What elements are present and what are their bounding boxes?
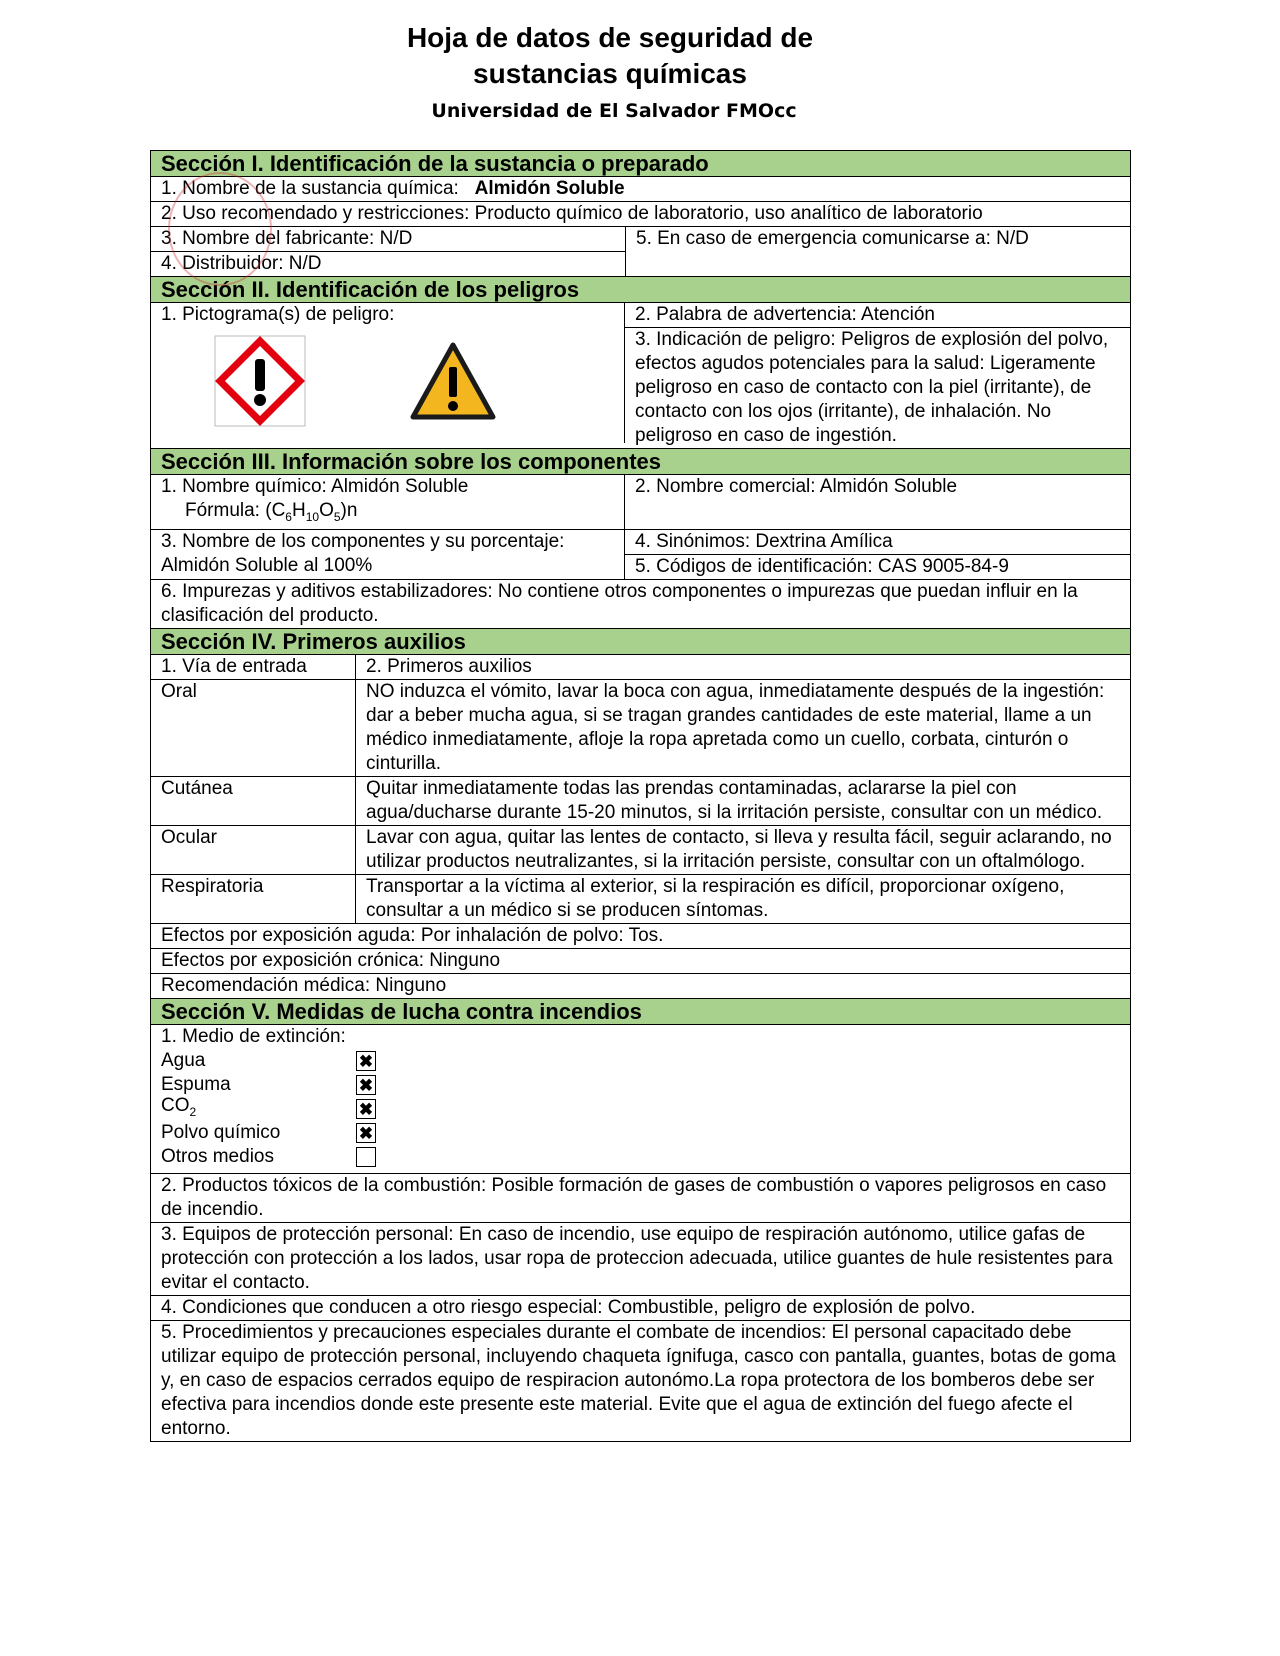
s1-name-row xyxy=(151,176,1130,201)
section-2-header xyxy=(151,276,1130,302)
s3-formula: Fórmula: $(C_6H_{10}O_5)n$ xyxy=(185,500,358,524)
checkbox-empty-icon[interactable] xyxy=(356,1147,376,1167)
s4-medical-row xyxy=(151,973,1130,998)
s3-components-row xyxy=(151,529,1130,579)
document-title xyxy=(0,20,1220,92)
s4-route: Ocular xyxy=(151,826,356,874)
section-2-title: Sección II. Identificación de los peligros xyxy=(151,277,1130,302)
s2-signal-word: 2. Palabra de advertencia: Atención xyxy=(635,304,935,325)
s4-chronic: Efectos por exposición crónica: Ninguno xyxy=(161,949,501,971)
title-line-1: Hoja de datos de seguridad de xyxy=(406,22,814,53)
s5-procedures-row xyxy=(151,1320,1130,1441)
s4-col-route: 1. Vía de entrada xyxy=(151,655,356,679)
s3-impurities-row xyxy=(151,579,1130,628)
s1-name-value: Almidón Soluble xyxy=(474,178,625,199)
s4-row-cutanea xyxy=(151,776,1130,825)
s1-manufacturer-row xyxy=(151,226,1130,276)
s2-pictograms-label: 1. Pictograma(s) de peligro: xyxy=(161,304,395,325)
s4-route: Oral xyxy=(151,680,356,776)
s3-components-label: 3. Nombre de los componentes y su porcentaje: xyxy=(161,530,565,552)
s3-trade-name: 2. Nombre comercial: Almidón Soluble xyxy=(635,476,958,497)
section-1-title: Sección I. Identificación de la sustancia o preparado xyxy=(151,151,1130,176)
s5-special: 4. Condiciones que conducen a otro riesgo especial: Combustible, peligro de explosión de polvo. xyxy=(161,1296,976,1318)
s4-route: Cutánea xyxy=(151,777,356,825)
s3-chem-name: 1. Nombre químico: Almidón Soluble xyxy=(161,476,469,497)
s4-medical: Recomendación médica: Ninguno xyxy=(161,974,447,996)
s1-name-label: 1. Nombre de la sustancia química: xyxy=(161,178,459,199)
section-3-title: Sección III. Información sobre los componentes xyxy=(151,449,1130,474)
s5-media-item: Otros medios xyxy=(161,1145,1120,1169)
s5-media-item: Agua ✖ xyxy=(161,1049,1120,1073)
section-4-header xyxy=(151,628,1130,654)
s5-ppe: 3. Equipos de protección personal: En caso de incendio, use equipo de respiración autónomo, utilice gafas de protección con protección a los lados, usar ropa de proteccion adecuada, utilice guantes de hule resistentes para evitar el contacto. xyxy=(161,1223,1113,1293)
safety-sheet-table xyxy=(150,150,1131,1442)
s4-route: Respiratoria xyxy=(151,875,356,923)
section-5-title: Sección V. Medidas de lucha contra incendios xyxy=(151,999,1130,1024)
s5-media-item: Espuma ✖ xyxy=(161,1073,1120,1097)
s4-aid: Lavar con agua, quitar las lentes de contacto, si lleva y resulta fácil, seguir aclarando, no utilizar productos neutralizantes, si la irritación persiste, consultar con un oftalmólogo. xyxy=(366,826,1112,872)
s5-media-item: $CO_2$ ✖ xyxy=(161,1097,1120,1121)
s4-aid: Quitar inmediatamente todas las prendas contaminadas, aclararse la piel con agua/ducharse durante 15-20 minutos, si la irritación persiste, consultar con un médico. xyxy=(366,777,1103,823)
s1-use-row xyxy=(151,201,1130,226)
checkbox-checked-icon[interactable]: ✖ xyxy=(356,1099,376,1119)
s5-media-item: Polvo químico ✖ xyxy=(161,1121,1120,1145)
s2-hazard-row xyxy=(151,302,1130,448)
checkbox-checked-icon[interactable]: ✖ xyxy=(356,1051,376,1071)
s1-distributor: 4. Distribuidor: N/D xyxy=(151,251,625,276)
title-line-2: sustancias químicas xyxy=(473,58,747,89)
s1-emergency: 5. En caso de emergencia comunicarse a: N/D xyxy=(636,228,1029,249)
s5-media-row xyxy=(151,1024,1130,1173)
s2-hazard-statement: 3. Indicación de peligro: Peligros de explosión del polvo, efectos agudos potenciales para la salud: Ligeramente peligroso en caso de contacto con la piel (irritante), de contacto con los ojos (irritante), de inhalación. No peligroso en caso de ingestión. xyxy=(625,327,1130,448)
s5-procedures: 5. Procedimientos y precauciones especiales durante el combate de incendios: El personal capacitado debe utilizar equipo de protección personal, incluyendo chaqueta ígnifuga, casco con pantalla, guantes, botas de goma y, en caso de espacios cerrados equipo de respiracion autonómo.La ropa protectora de los bomberos debe ser efectiva para incendios donde este presente este material. Evite que el agua de extinción del fuego afecte el entorno. xyxy=(161,1321,1116,1439)
s4-row-oral xyxy=(151,679,1130,776)
s3-codes: 5. Códigos de identificación: CAS 9005-84-9 xyxy=(625,554,1130,579)
s3-impurities: 6. Impurezas y aditivos estabilizadores: No contiene otros componentes o impurezas que puedan influir en la clasificación del producto. xyxy=(161,580,1078,626)
s1-manufacturer: 3. Nombre del fabricante: N/D xyxy=(161,228,413,249)
checkbox-checked-icon[interactable]: ✖ xyxy=(356,1123,376,1143)
section-1-header xyxy=(151,151,1130,176)
warning-triangle-icon xyxy=(409,341,497,421)
section-4-title: Sección IV. Primeros auxilios xyxy=(151,629,1130,654)
s5-media-label: 1. Medio de extinción: xyxy=(161,1025,346,1047)
s3-components-value: Almidón Soluble al 100% xyxy=(161,554,373,576)
s4-col-aid: 2. Primeros auxilios xyxy=(366,655,532,677)
s5-toxic: 2. Productos tóxicos de la combustión: Posible formación de gases de combustión o vapores peligrosos en caso de incendio. xyxy=(161,1174,1107,1220)
section-3-header xyxy=(151,448,1130,474)
s5-toxic-row xyxy=(151,1173,1130,1222)
document-subtitle: Universidad de El Salvador FMOcc xyxy=(431,100,797,122)
section-5-header xyxy=(151,998,1130,1024)
s4-chronic-row xyxy=(151,948,1130,973)
s4-aid: Transportar a la víctima al exterior, si la respiración es difícil, proporcionar oxígeno, consultar a un médico si se producen síntomas. xyxy=(366,875,1065,921)
s3-name-row xyxy=(151,474,1130,529)
s3-synonyms: 4. Sinónimos: Dextrina Amílica xyxy=(635,530,893,552)
s4-acute: Efectos por exposición aguda: Por inhalación de polvo: Tos. xyxy=(161,924,664,946)
checkbox-checked-icon[interactable]: ✖ xyxy=(356,1075,376,1095)
s4-acute-row xyxy=(151,923,1130,948)
s5-special-row xyxy=(151,1295,1130,1320)
s1-use: 2. Uso recomendado y restricciones: Producto químico de laboratorio, uso analítico de laboratorio xyxy=(161,203,983,224)
s4-row-ocular xyxy=(151,825,1130,874)
s4-row-respiratoria xyxy=(151,874,1130,923)
ghs-exclamation-icon xyxy=(214,335,306,427)
s5-ppe-row xyxy=(151,1222,1130,1295)
s4-column-headers xyxy=(151,654,1130,679)
s4-aid: NO induzca el vómito, lavar la boca con agua, inmediatamente después de la ingestión: dar a beber mucha agua, si se tragan grandes cantidades de este material, llame a un médico inmediatamente, afloje la ropa apretada como un cuello, corbata, cinturón o cinturilla. xyxy=(366,680,1105,774)
